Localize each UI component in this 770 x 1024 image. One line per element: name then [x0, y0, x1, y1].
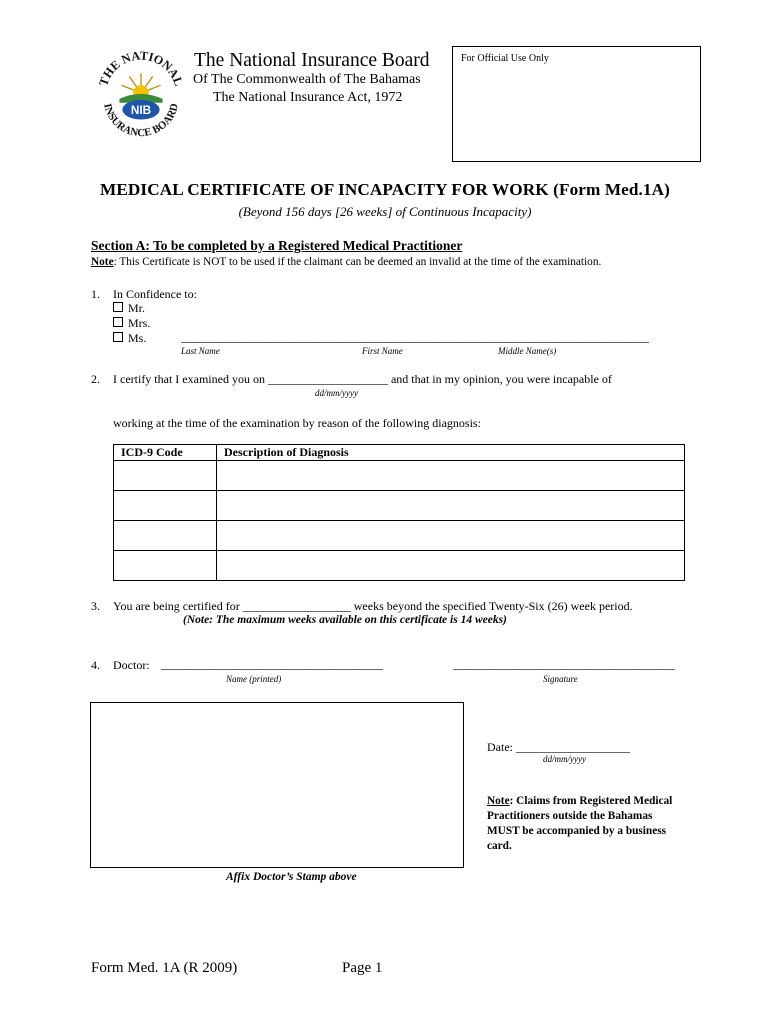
official-use-box [452, 46, 701, 162]
doctor-name-field[interactable]: _____________________________________ [161, 657, 383, 671]
diagnosis-description-header: Description of Diagnosis [217, 445, 685, 461]
section-heading: Section A: To be completed by a Registered Medical Practitioner [91, 238, 463, 253]
table-row [114, 491, 685, 521]
diagnosis-table [113, 444, 685, 581]
logo-arc-top: THE NATIONAL [96, 48, 186, 88]
item2-number: 2. [91, 372, 100, 386]
date-line [487, 740, 630, 755]
form-id: Form Med. 1A (R 2009) [91, 960, 238, 976]
business-card-note-label: Note [487, 795, 510, 807]
item2-line [113, 372, 612, 387]
doctor-name-hint: Name (printed) [226, 674, 282, 684]
item3-text-after: weeks beyond the specified Twenty-Six (26) week period. [353, 599, 633, 613]
title-option-mrs[interactable] [113, 316, 150, 331]
doctor-signature-field[interactable]: _____________________________________ [453, 657, 675, 671]
item3-number: 3. [91, 599, 100, 613]
title-option-ms[interactable] [113, 331, 146, 346]
act-subtitle: The National Insurance Act, 1972 [213, 90, 403, 105]
diagnosis-description-cell[interactable] [217, 491, 685, 521]
checkbox-mr[interactable] [113, 302, 123, 312]
option-ms-label: Ms. [128, 331, 147, 345]
signature-hint: Signature [543, 674, 578, 684]
note-label: Note [91, 256, 114, 268]
signature-date-hint: dd/mm/yyyy [543, 754, 586, 764]
icd9-code-cell[interactable] [114, 521, 217, 551]
icd9-code-cell[interactable] [114, 461, 217, 491]
table-row [114, 551, 685, 581]
diagnosis-table-header [114, 445, 685, 461]
name-field[interactable]: ______________________________________________________________________________ [181, 330, 649, 344]
weeks-field[interactable]: __________________ [242, 599, 351, 613]
option-mr-label: Mr. [128, 301, 146, 315]
diagnosis-description-cell[interactable] [217, 461, 685, 491]
icd9-code-cell[interactable] [114, 491, 217, 521]
middle-name-hint: Middle Name(s) [498, 346, 557, 356]
exam-date-hint: dd/mm/yyyy [315, 388, 358, 398]
board-title: The National Insurance Board [194, 50, 430, 71]
form-subtitle: (Beyond 156 days [26 weeks] of Continuous Incapacity) [238, 204, 532, 219]
signature-date-field[interactable]: ___________________ [516, 740, 630, 754]
title-option-mr[interactable] [113, 301, 145, 316]
item2-text-before: I certify that I examined you on [113, 372, 265, 386]
page-number: Page 1 [342, 960, 383, 976]
icd9-code-header: ICD-9 Code [114, 445, 217, 461]
first-name-hint: First Name [362, 346, 403, 356]
official-use-label: For Official Use Only [461, 53, 549, 64]
table-row [114, 461, 685, 491]
doctor-label: Doctor: [113, 658, 150, 672]
item2-text-after: and that in my opinion, you were incapable of [390, 372, 612, 386]
diagnosis-description-cell[interactable] [217, 521, 685, 551]
max-weeks-note: (Note: The maximum weeks available on this certificate is 14 weeks) [183, 614, 507, 626]
table-row [114, 521, 685, 551]
business-card-note [487, 794, 687, 854]
exam-date-field[interactable]: ____________________ [267, 372, 388, 386]
item4-number: 4. [91, 658, 100, 672]
stamp-caption: Affix Doctor’s Stamp above [226, 871, 357, 883]
option-mrs-label: Mrs. [128, 316, 151, 330]
item1-label: In Confidence to: [113, 287, 197, 301]
diagnosis-description-cell[interactable] [217, 551, 685, 581]
item2-continuation: working at the time of the examination by reason of the following diagnosis: [113, 416, 481, 430]
note-text: : This Certificate is NOT to be used if the claimant can be deemed an invalid at the time of the examination. [113, 256, 602, 268]
item3-text-before: You are being certified for [113, 599, 240, 613]
checkbox-ms[interactable] [113, 332, 123, 342]
checkbox-mrs[interactable] [113, 317, 123, 327]
item1-number: 1. [91, 287, 100, 301]
board-subtitle: Of The Commonwealth of The Bahamas [193, 72, 421, 87]
doctor-stamp-box[interactable] [90, 702, 464, 868]
date-label: Date: [487, 740, 513, 754]
section-note [91, 256, 601, 268]
form-title: MEDICAL CERTIFICATE OF INCAPACITY FOR WORK (Form Med.1A) [100, 180, 670, 199]
last-name-hint: Last Name [181, 346, 220, 356]
icd9-code-cell[interactable] [114, 551, 217, 581]
logo-arc-bottom: INSURANCE BOARD [101, 102, 181, 140]
business-card-note-text: : Claims from Registered Medical Practitioners outside the Bahamas MUST be accompanied by a business card. [487, 795, 673, 852]
item3-line [113, 599, 633, 614]
logo-center-text: NIB [130, 104, 152, 118]
nib-logo [92, 44, 190, 142]
